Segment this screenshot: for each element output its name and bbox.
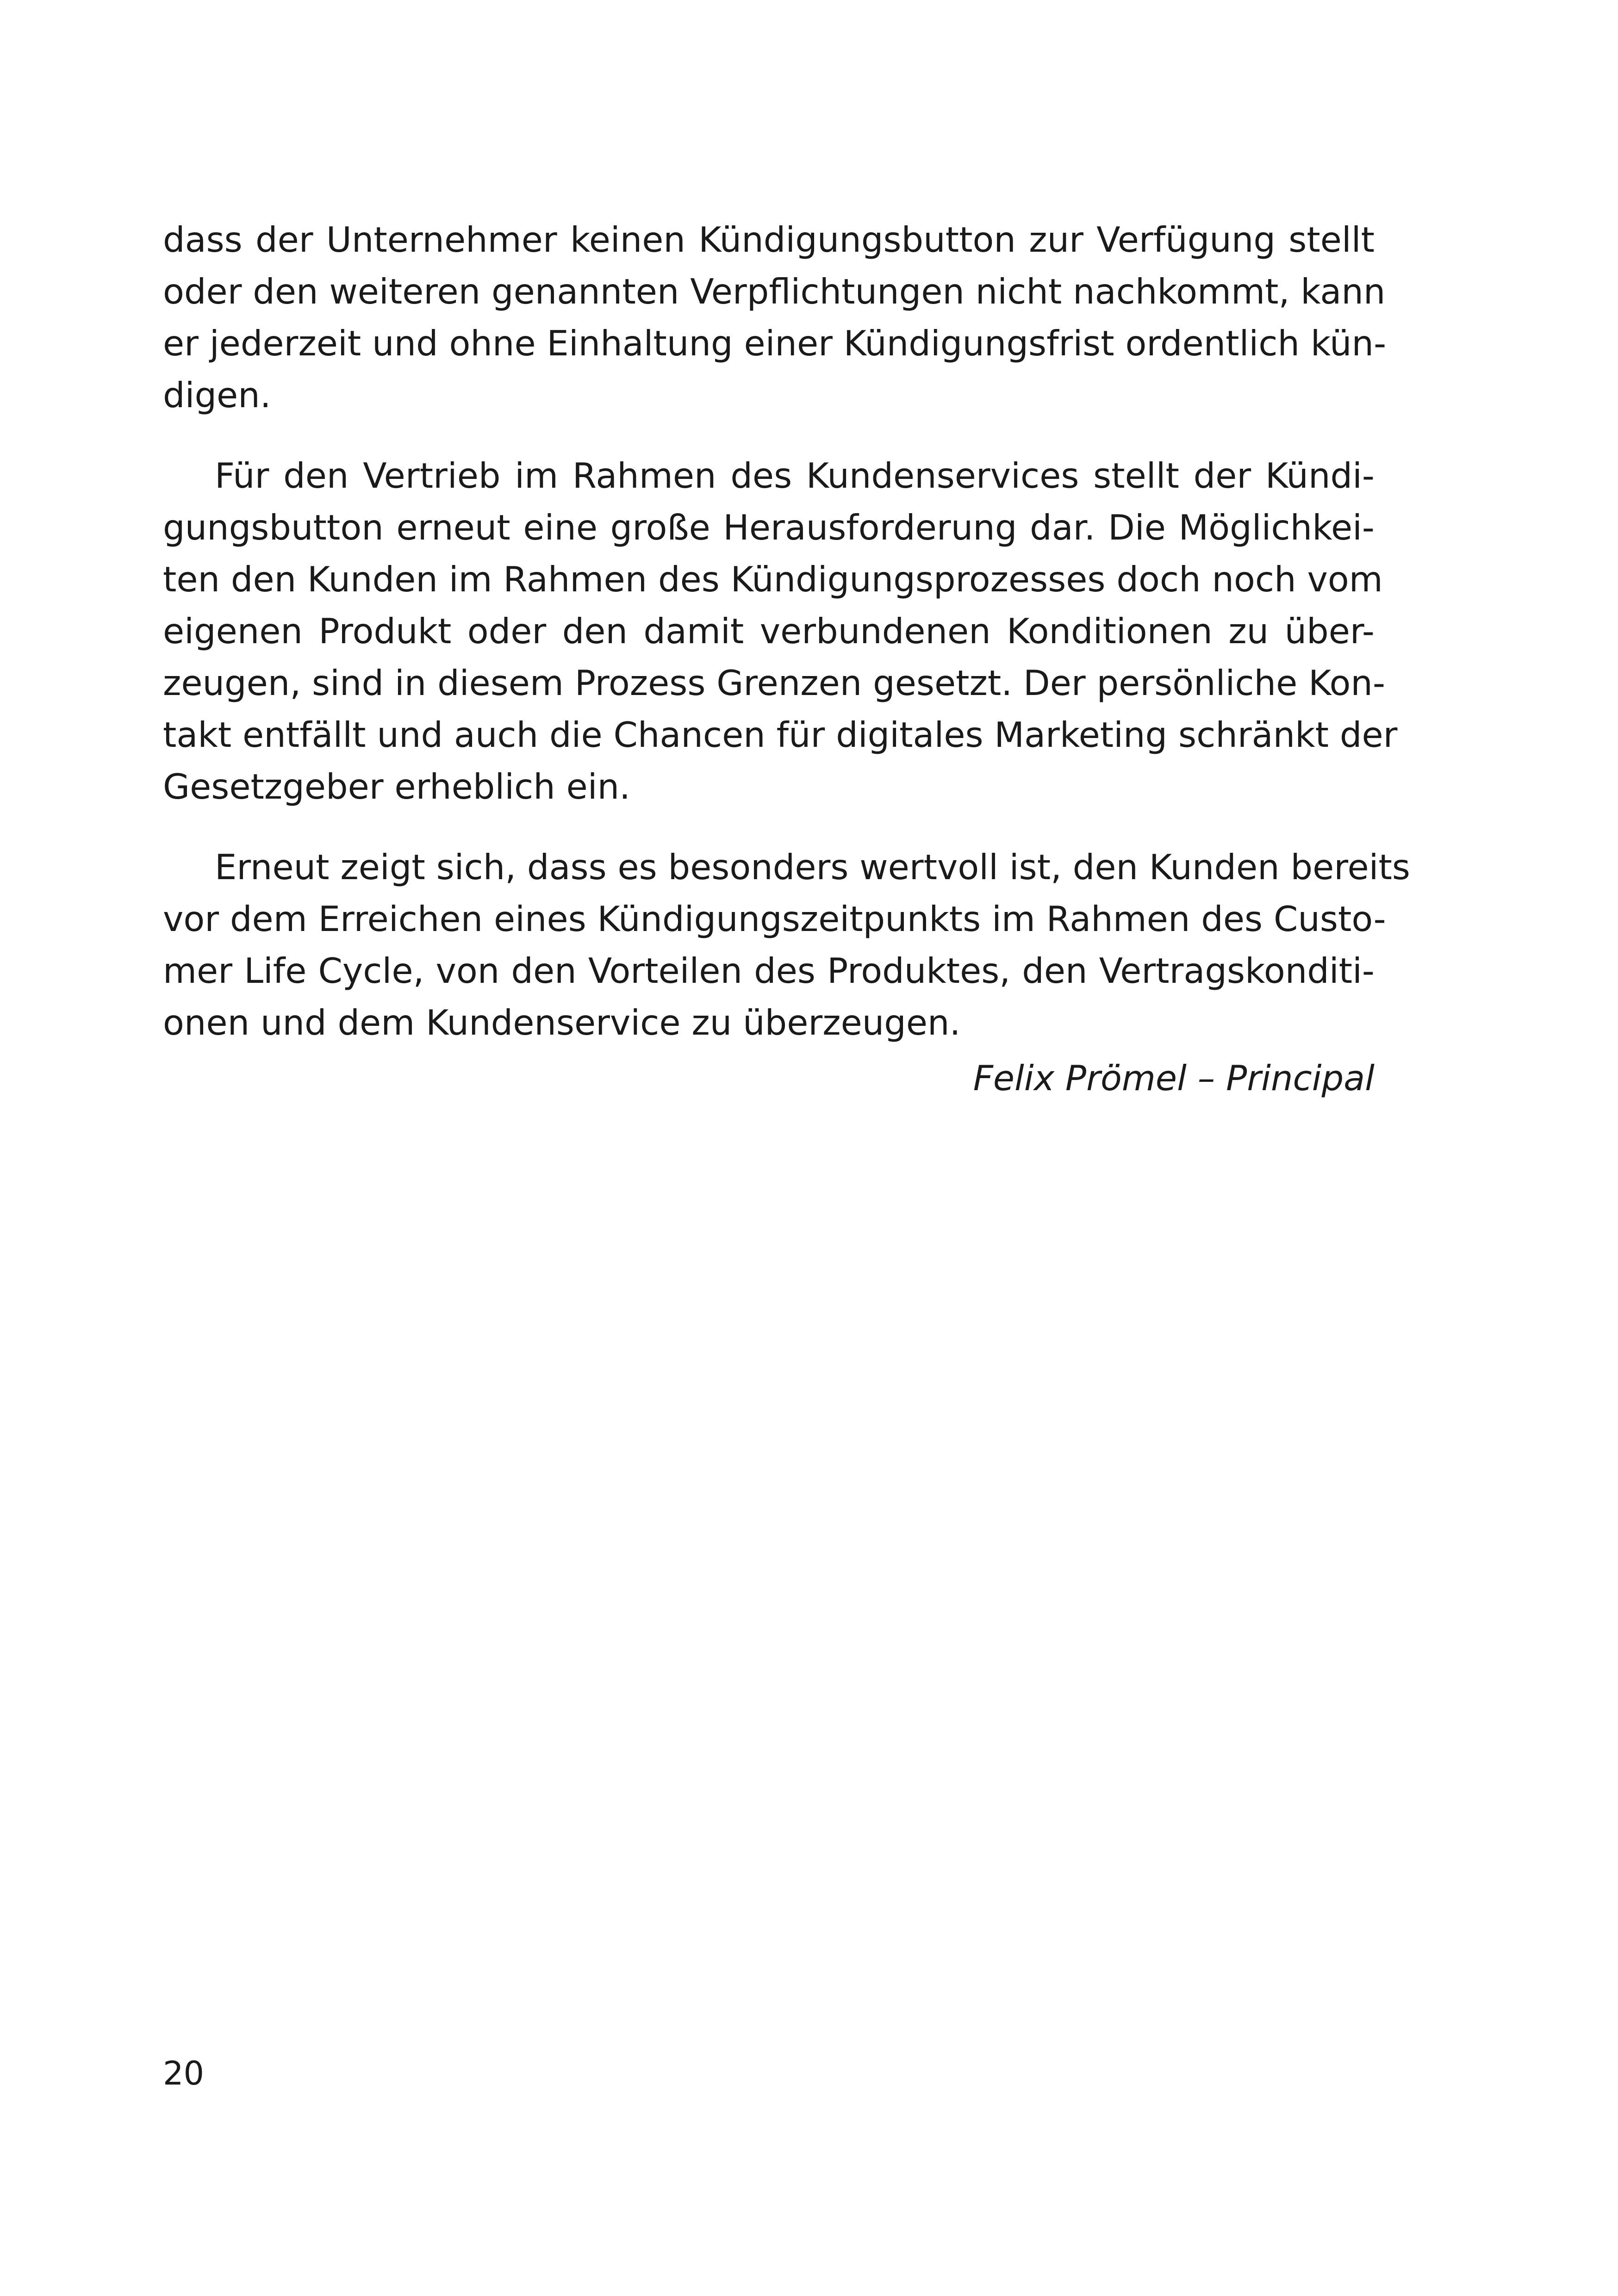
page-number: 20 <box>163 2054 205 2092</box>
paragraph-1 <box>163 214 1387 421</box>
text-line: oder den weiteren genannten Verpflichtungen nicht nachkommt, kann <box>163 271 1386 312</box>
paragraph-spacer <box>163 421 1375 450</box>
paragraph-spacer <box>163 813 1375 841</box>
text-line: gungsbutton erneut eine große Herausforderung dar. Die Möglichkei- <box>163 507 1375 548</box>
text-line: er jederzeit und ohne Einhaltung einer Kündigungsfrist ordentlich kün- <box>163 323 1387 364</box>
text-line: takt entfällt und auch die Chancen für digitales Marketing schränkt der <box>163 714 1398 755</box>
text-line: Erneut zeigt sich, dass es besonders wertvoll ist, den Kunden bereits <box>215 847 1410 887</box>
text-line: onen und dem Kundenservice zu überzeugen. <box>163 1002 961 1043</box>
text-line: vor dem Erreichen eines Kündigungszeitpunkts im Rahmen des Custo- <box>163 899 1386 939</box>
text-line: digen. <box>163 375 271 416</box>
text-line: Für den Vertrieb im Rahmen des Kundenservices stellt der Kündi- <box>215 455 1375 496</box>
text-line: Gesetzgeber erheblich ein. <box>163 766 631 807</box>
author-signature: Felix Prömel – Principal <box>973 1058 1375 1098</box>
text-line: dass der Unternehmer keinen Kündigungsbutton zur Verfügung stellt <box>163 219 1375 260</box>
paragraph-2 <box>163 450 1398 813</box>
text-line: zeugen, sind in diesem Prozess Grenzen gesetzt. Der persönliche Kon- <box>163 663 1386 703</box>
text-line: ten den Kunden im Rahmen des Kündigungsprozesses doch noch vom <box>163 559 1383 600</box>
paragraph-3 <box>163 841 1410 1049</box>
body-text <box>163 214 1410 1104</box>
text-line: mer Life Cycle, von den Vorteilen des Produktes, den Vertragskonditi- <box>163 950 1375 991</box>
text-line: eigenen Produkt oder den damit verbundenen Konditionen zu über- <box>163 611 1375 652</box>
